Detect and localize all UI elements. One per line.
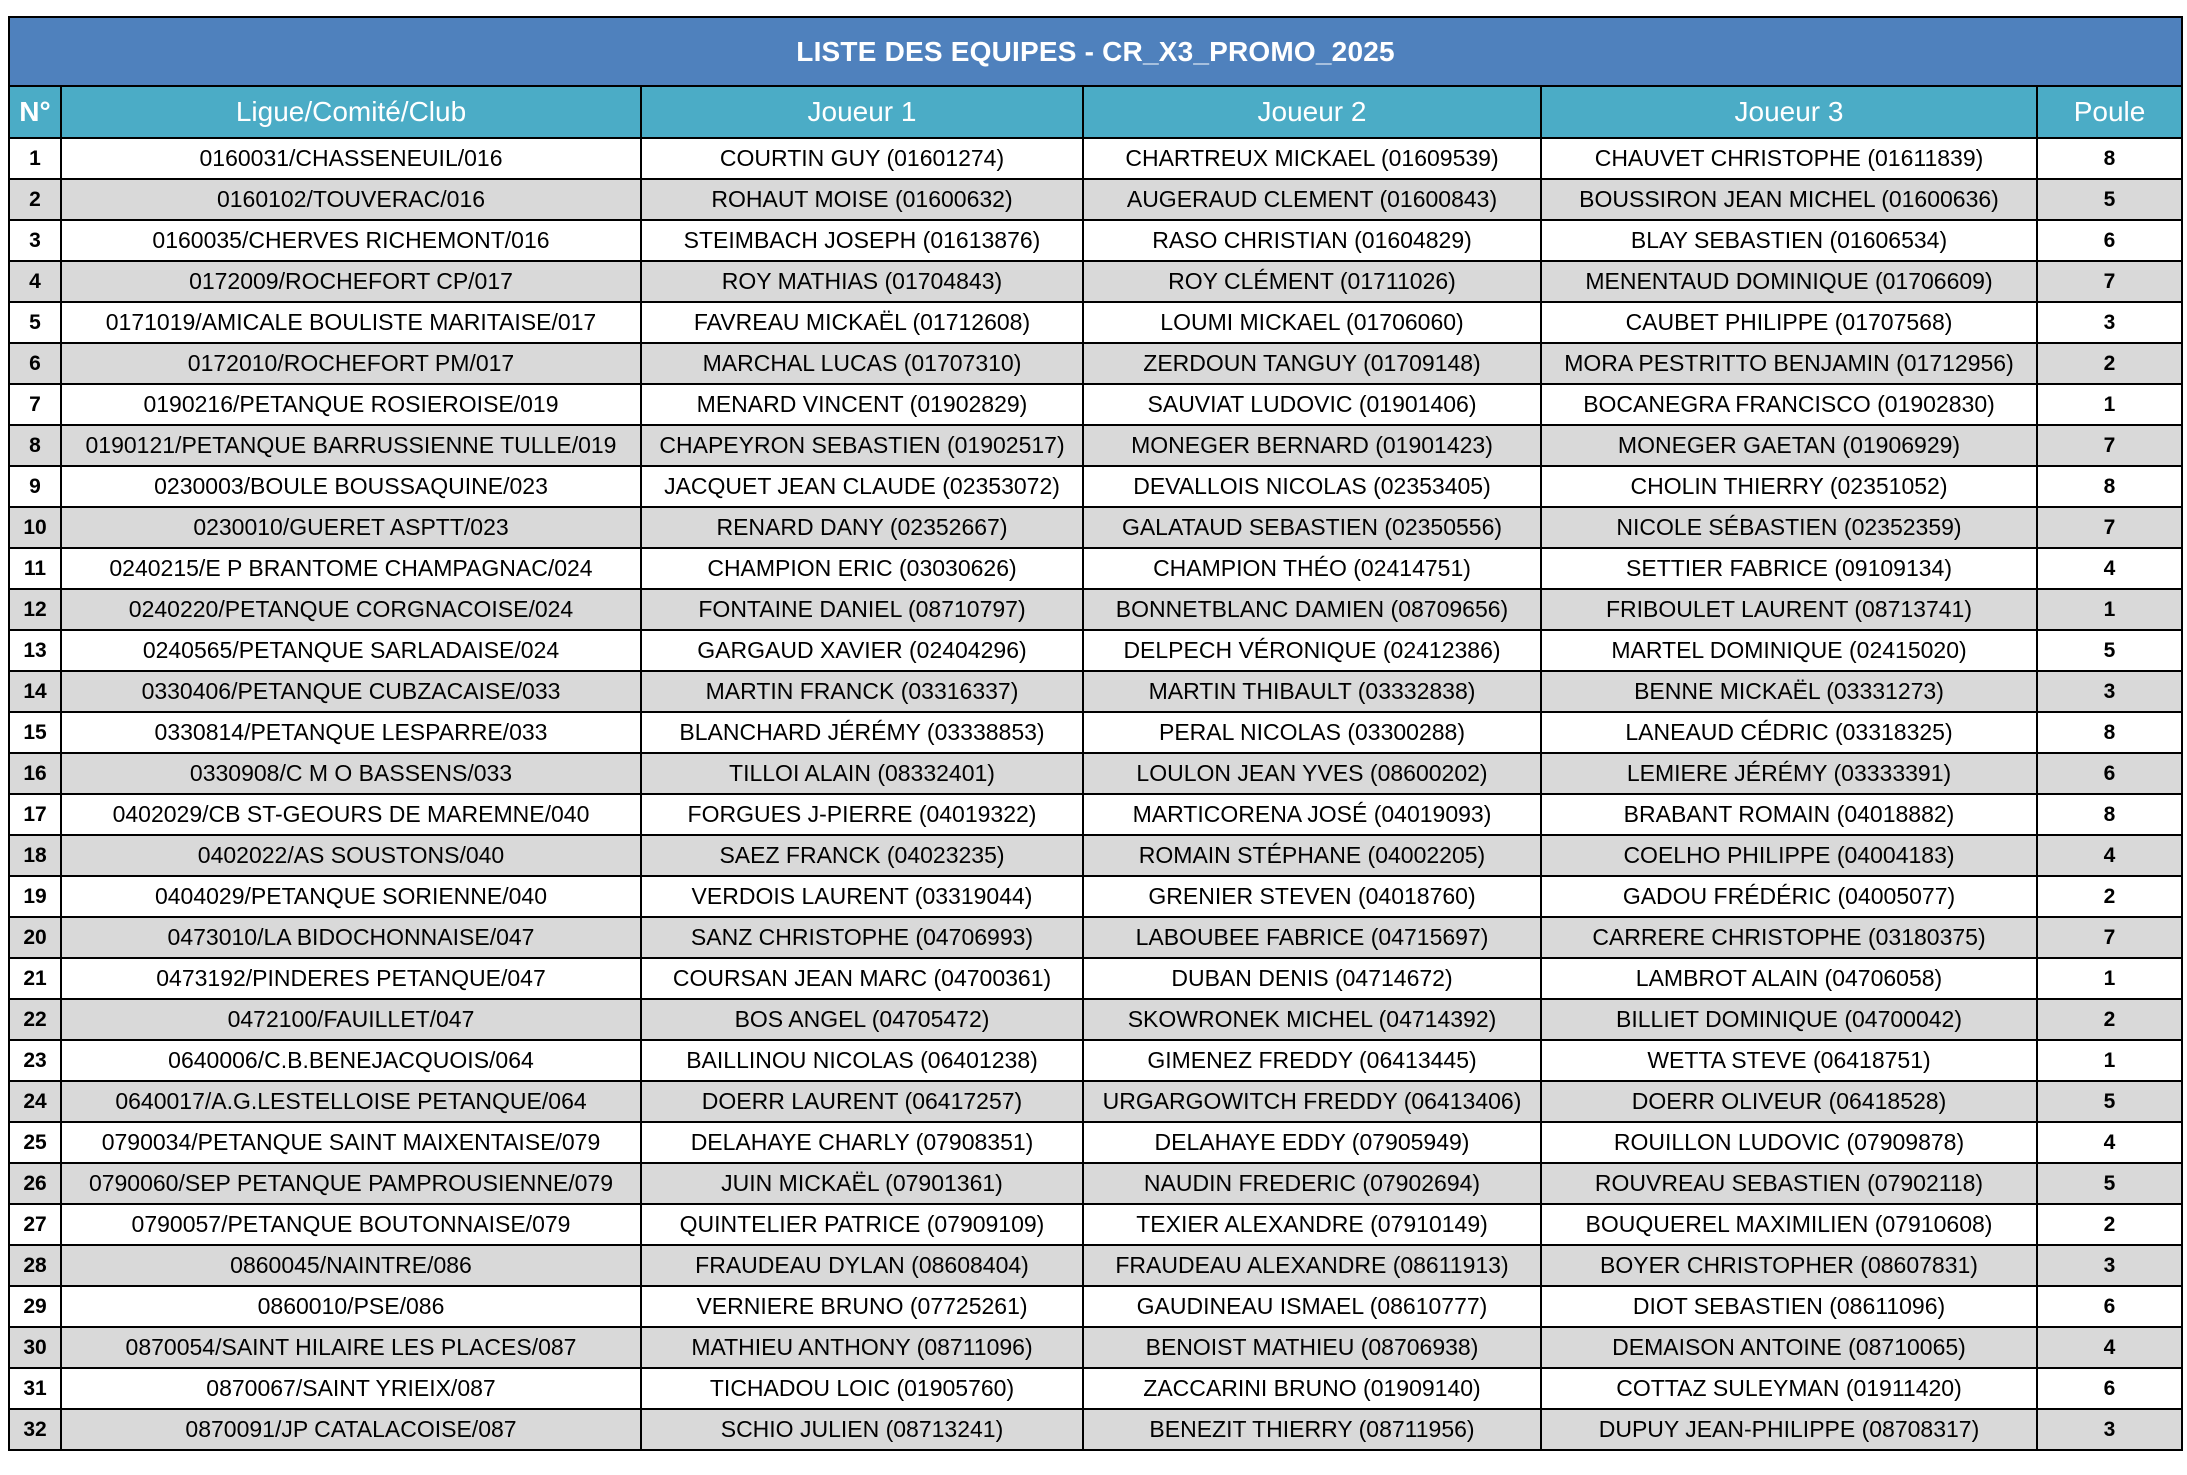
cell-joueur3: DEMAISON ANTOINE (08710065) xyxy=(1541,1327,2037,1368)
cell-joueur2: BONNETBLANC DAMIEN (08709656) xyxy=(1083,589,1541,630)
cell-joueur2: GRENIER STEVEN (04018760) xyxy=(1083,876,1541,917)
cell-joueur2: DELPECH VÉRONIQUE (02412386) xyxy=(1083,630,1541,671)
cell-joueur2: RASO CHRISTIAN (01604829) xyxy=(1083,220,1541,261)
cell-joueur1: VERDOIS LAURENT (03319044) xyxy=(641,876,1083,917)
table-row xyxy=(9,507,2182,548)
cell-poule: 8 xyxy=(2037,794,2182,835)
cell-num: 28 xyxy=(9,1245,61,1286)
cell-num: 25 xyxy=(9,1122,61,1163)
cell-joueur3: CAUBET PHILIPPE (01707568) xyxy=(1541,302,2037,343)
cell-poule: 8 xyxy=(2037,466,2182,507)
cell-poule: 7 xyxy=(2037,261,2182,302)
cell-poule: 8 xyxy=(2037,138,2182,179)
cell-num: 29 xyxy=(9,1286,61,1327)
cell-poule: 7 xyxy=(2037,917,2182,958)
cell-num: 24 xyxy=(9,1081,61,1122)
cell-joueur2: DUBAN DENIS (04714672) xyxy=(1083,958,1541,999)
header-row xyxy=(9,86,2182,138)
cell-num: 15 xyxy=(9,712,61,753)
cell-joueur1: ROY MATHIAS (01704843) xyxy=(641,261,1083,302)
table-row xyxy=(9,1327,2182,1368)
cell-poule: 1 xyxy=(2037,384,2182,425)
cell-joueur2: LABOUBEE FABRICE (04715697) xyxy=(1083,917,1541,958)
cell-club: 0240220/PETANQUE CORGNACOISE/024 xyxy=(61,589,641,630)
cell-joueur3: CHOLIN THIERRY (02351052) xyxy=(1541,466,2037,507)
cell-joueur3: LAMBROT ALAIN (04706058) xyxy=(1541,958,2037,999)
cell-club: 0330814/PETANQUE LESPARRE/033 xyxy=(61,712,641,753)
cell-poule: 4 xyxy=(2037,835,2182,876)
cell-club: 0240215/E P BRANTOME CHAMPAGNAC/024 xyxy=(61,548,641,589)
cell-poule: 7 xyxy=(2037,425,2182,466)
cell-joueur1: TILLOI ALAIN (08332401) xyxy=(641,753,1083,794)
cell-num: 13 xyxy=(9,630,61,671)
cell-poule: 6 xyxy=(2037,1368,2182,1409)
cell-club: 0171019/AMICALE BOULISTE MARITAISE/017 xyxy=(61,302,641,343)
cell-joueur3: ROUVREAU SEBASTIEN (07902118) xyxy=(1541,1163,2037,1204)
cell-joueur1: BAILLINOU NICOLAS (06401238) xyxy=(641,1040,1083,1081)
cell-poule: 5 xyxy=(2037,1163,2182,1204)
cell-joueur3: MENENTAUD DOMINIQUE (01706609) xyxy=(1541,261,2037,302)
table-row xyxy=(9,138,2182,179)
cell-num: 2 xyxy=(9,179,61,220)
cell-joueur2: SAUVIAT LUDOVIC (01901406) xyxy=(1083,384,1541,425)
table-row xyxy=(9,220,2182,261)
cell-joueur1: MARTIN FRANCK (03316337) xyxy=(641,671,1083,712)
cell-num: 7 xyxy=(9,384,61,425)
cell-club: 0860045/NAINTRE/086 xyxy=(61,1245,641,1286)
sheet-title: LISTE DES EQUIPES - CR_X3_PROMO_2025 xyxy=(9,17,2182,86)
cell-joueur3: COELHO PHILIPPE (04004183) xyxy=(1541,835,2037,876)
cell-joueur3: ROUILLON LUDOVIC (07909878) xyxy=(1541,1122,2037,1163)
cell-joueur2: ZACCARINI BRUNO (01909140) xyxy=(1083,1368,1541,1409)
cell-poule: 2 xyxy=(2037,343,2182,384)
cell-num: 14 xyxy=(9,671,61,712)
cell-joueur3: BOCANEGRA FRANCISCO (01902830) xyxy=(1541,384,2037,425)
cell-poule: 5 xyxy=(2037,179,2182,220)
cell-club: 0870054/SAINT HILAIRE LES PLACES/087 xyxy=(61,1327,641,1368)
header-joueur2: Joueur 2 xyxy=(1083,86,1541,138)
table-row xyxy=(9,1409,2182,1450)
cell-joueur1: FORGUES J-PIERRE (04019322) xyxy=(641,794,1083,835)
cell-joueur3: MONEGER GAETAN (01906929) xyxy=(1541,425,2037,466)
table-row xyxy=(9,958,2182,999)
cell-joueur2: CHAMPION THÉO (02414751) xyxy=(1083,548,1541,589)
cell-club: 0870067/SAINT YRIEIX/087 xyxy=(61,1368,641,1409)
cell-poule: 1 xyxy=(2037,589,2182,630)
cell-joueur2: MONEGER BERNARD (01901423) xyxy=(1083,425,1541,466)
cell-joueur1: DOERR LAURENT (06417257) xyxy=(641,1081,1083,1122)
cell-club: 0404029/PETANQUE SORIENNE/040 xyxy=(61,876,641,917)
cell-poule: 4 xyxy=(2037,1122,2182,1163)
table-row xyxy=(9,1286,2182,1327)
cell-joueur2: PERAL NICOLAS (03300288) xyxy=(1083,712,1541,753)
cell-joueur1: QUINTELIER PATRICE (07909109) xyxy=(641,1204,1083,1245)
cell-num: 9 xyxy=(9,466,61,507)
cell-num: 11 xyxy=(9,548,61,589)
cell-joueur1: CHAPEYRON SEBASTIEN (01902517) xyxy=(641,425,1083,466)
cell-poule: 3 xyxy=(2037,1409,2182,1450)
table-row xyxy=(9,179,2182,220)
cell-joueur2: MARTICORENA JOSÉ (04019093) xyxy=(1083,794,1541,835)
cell-club: 0190216/PETANQUE ROSIEROISE/019 xyxy=(61,384,641,425)
cell-joueur1: RENARD DANY (02352667) xyxy=(641,507,1083,548)
cell-club: 0160035/CHERVES RICHEMONT/016 xyxy=(61,220,641,261)
table-row xyxy=(9,384,2182,425)
table-row xyxy=(9,671,2182,712)
cell-num: 3 xyxy=(9,220,61,261)
cell-num: 32 xyxy=(9,1409,61,1450)
cell-joueur3: CARRERE CHRISTOPHE (03180375) xyxy=(1541,917,2037,958)
cell-poule: 7 xyxy=(2037,507,2182,548)
cell-joueur1: FAVREAU MICKAËL (01712608) xyxy=(641,302,1083,343)
cell-joueur3: WETTA STEVE (06418751) xyxy=(1541,1040,2037,1081)
table-row xyxy=(9,589,2182,630)
cell-club: 0402029/CB ST-GEOURS DE MAREMNE/040 xyxy=(61,794,641,835)
cell-joueur2: ROY CLÉMENT (01711026) xyxy=(1083,261,1541,302)
cell-joueur2: FRAUDEAU ALEXANDRE (08611913) xyxy=(1083,1245,1541,1286)
cell-joueur2: GALATAUD SEBASTIEN (02350556) xyxy=(1083,507,1541,548)
cell-club: 0190121/PETANQUE BARRUSSIENNE TULLE/019 xyxy=(61,425,641,466)
cell-club: 0172009/ROCHEFORT CP/017 xyxy=(61,261,641,302)
cell-num: 4 xyxy=(9,261,61,302)
cell-joueur1: SANZ CHRISTOPHE (04706993) xyxy=(641,917,1083,958)
cell-club: 0230010/GUERET ASPTT/023 xyxy=(61,507,641,548)
cell-club: 0172010/ROCHEFORT PM/017 xyxy=(61,343,641,384)
cell-poule: 5 xyxy=(2037,1081,2182,1122)
cell-poule: 3 xyxy=(2037,1245,2182,1286)
table-row xyxy=(9,1163,2182,1204)
cell-joueur3: BRABANT ROMAIN (04018882) xyxy=(1541,794,2037,835)
cell-poule: 8 xyxy=(2037,712,2182,753)
cell-club: 0160102/TOUVERAC/016 xyxy=(61,179,641,220)
cell-poule: 3 xyxy=(2037,671,2182,712)
cell-num: 20 xyxy=(9,917,61,958)
header-poule: Poule xyxy=(2037,86,2182,138)
cell-joueur1: MARCHAL LUCAS (01707310) xyxy=(641,343,1083,384)
cell-num: 26 xyxy=(9,1163,61,1204)
cell-joueur2: BENOIST MATHIEU (08706938) xyxy=(1083,1327,1541,1368)
cell-joueur3: DUPUY JEAN-PHILIPPE (08708317) xyxy=(1541,1409,2037,1450)
cell-num: 22 xyxy=(9,999,61,1040)
cell-num: 17 xyxy=(9,794,61,835)
title-row xyxy=(9,17,2182,86)
table-row xyxy=(9,876,2182,917)
header-num: N° xyxy=(9,86,61,138)
cell-joueur2: BENEZIT THIERRY (08711956) xyxy=(1083,1409,1541,1450)
cell-poule: 5 xyxy=(2037,630,2182,671)
cell-joueur3: COTTAZ SULEYMAN (01911420) xyxy=(1541,1368,2037,1409)
table-row xyxy=(9,548,2182,589)
cell-joueur1: BLANCHARD JÉRÉMY (03338853) xyxy=(641,712,1083,753)
table-row xyxy=(9,343,2182,384)
cell-num: 1 xyxy=(9,138,61,179)
cell-club: 0473010/LA BIDOCHONNAISE/047 xyxy=(61,917,641,958)
cell-joueur1: MENARD VINCENT (01902829) xyxy=(641,384,1083,425)
cell-club: 0240565/PETANQUE SARLADAISE/024 xyxy=(61,630,641,671)
cell-joueur2: NAUDIN FREDERIC (07902694) xyxy=(1083,1163,1541,1204)
cell-num: 27 xyxy=(9,1204,61,1245)
cell-joueur1: GARGAUD XAVIER (02404296) xyxy=(641,630,1083,671)
cell-club: 0790057/PETANQUE BOUTONNAISE/079 xyxy=(61,1204,641,1245)
cell-joueur2: URGARGOWITCH FREDDY (06413406) xyxy=(1083,1081,1541,1122)
cell-joueur1: BOS ANGEL (04705472) xyxy=(641,999,1083,1040)
cell-club: 0330406/PETANQUE CUBZACAISE/033 xyxy=(61,671,641,712)
cell-num: 31 xyxy=(9,1368,61,1409)
cell-club: 0790034/PETANQUE SAINT MAIXENTAISE/079 xyxy=(61,1122,641,1163)
cell-poule: 6 xyxy=(2037,220,2182,261)
cell-club: 0640006/C.B.BENEJACQUOIS/064 xyxy=(61,1040,641,1081)
cell-joueur1: FONTAINE DANIEL (08710797) xyxy=(641,589,1083,630)
cell-poule: 1 xyxy=(2037,958,2182,999)
table-row xyxy=(9,466,2182,507)
cell-num: 16 xyxy=(9,753,61,794)
cell-joueur3: MORA PESTRITTO BENJAMIN (01712956) xyxy=(1541,343,2037,384)
cell-joueur1: FRAUDEAU DYLAN (08608404) xyxy=(641,1245,1083,1286)
cell-joueur2: AUGERAUD CLEMENT (01600843) xyxy=(1083,179,1541,220)
table-row xyxy=(9,1368,2182,1409)
table-row xyxy=(9,1040,2182,1081)
cell-joueur3: BLAY SEBASTIEN (01606534) xyxy=(1541,220,2037,261)
cell-num: 21 xyxy=(9,958,61,999)
table-row xyxy=(9,917,2182,958)
table-row xyxy=(9,753,2182,794)
cell-joueur1: JUIN MICKAËL (07901361) xyxy=(641,1163,1083,1204)
cell-joueur2: DEVALLOIS NICOLAS (02353405) xyxy=(1083,466,1541,507)
header-club: Ligue/Comité/Club xyxy=(61,86,641,138)
cell-joueur1: SCHIO JULIEN (08713241) xyxy=(641,1409,1083,1450)
cell-joueur1: MATHIEU ANTHONY (08711096) xyxy=(641,1327,1083,1368)
cell-joueur2: TEXIER ALEXANDRE (07910149) xyxy=(1083,1204,1541,1245)
cell-joueur2: LOUMI MICKAEL (01706060) xyxy=(1083,302,1541,343)
cell-club: 0870091/JP CATALACOISE/087 xyxy=(61,1409,641,1450)
cell-joueur2: LOULON JEAN YVES (08600202) xyxy=(1083,753,1541,794)
cell-poule: 1 xyxy=(2037,1040,2182,1081)
cell-num: 19 xyxy=(9,876,61,917)
cell-joueur1: SAEZ FRANCK (04023235) xyxy=(641,835,1083,876)
cell-club: 0472100/FAUILLET/047 xyxy=(61,999,641,1040)
cell-joueur2: ZERDOUN TANGUY (01709148) xyxy=(1083,343,1541,384)
cell-joueur3: FRIBOULET LAURENT (08713741) xyxy=(1541,589,2037,630)
table-row xyxy=(9,794,2182,835)
table-row xyxy=(9,1204,2182,1245)
cell-num: 18 xyxy=(9,835,61,876)
cell-num: 12 xyxy=(9,589,61,630)
cell-poule: 2 xyxy=(2037,999,2182,1040)
cell-joueur2: SKOWRONEK MICHEL (04714392) xyxy=(1083,999,1541,1040)
cell-num: 8 xyxy=(9,425,61,466)
cell-joueur1: VERNIERE BRUNO (07725261) xyxy=(641,1286,1083,1327)
cell-joueur1: DELAHAYE CHARLY (07908351) xyxy=(641,1122,1083,1163)
cell-club: 0790060/SEP PETANQUE PAMPROUSIENNE/079 xyxy=(61,1163,641,1204)
cell-poule: 4 xyxy=(2037,1327,2182,1368)
cell-joueur2: ROMAIN STÉPHANE (04002205) xyxy=(1083,835,1541,876)
cell-club: 0230003/BOULE BOUSSAQUINE/023 xyxy=(61,466,641,507)
cell-joueur3: BOYER CHRISTOPHER (08607831) xyxy=(1541,1245,2037,1286)
cell-num: 10 xyxy=(9,507,61,548)
cell-poule: 3 xyxy=(2037,302,2182,343)
cell-joueur3: GADOU FRÉDÉRIC (04005077) xyxy=(1541,876,2037,917)
cell-joueur1: CHAMPION ERIC (03030626) xyxy=(641,548,1083,589)
cell-poule: 4 xyxy=(2037,548,2182,589)
cell-joueur1: STEIMBACH JOSEPH (01613876) xyxy=(641,220,1083,261)
cell-poule: 2 xyxy=(2037,876,2182,917)
cell-joueur2: MARTIN THIBAULT (03332838) xyxy=(1083,671,1541,712)
cell-joueur3: LEMIERE JÉRÉMY (03333391) xyxy=(1541,753,2037,794)
cell-joueur1: TICHADOU LOIC (01905760) xyxy=(641,1368,1083,1409)
cell-joueur2: GAUDINEAU ISMAEL (08610777) xyxy=(1083,1286,1541,1327)
table-row xyxy=(9,835,2182,876)
cell-joueur3: BOUQUEREL MAXIMILIEN (07910608) xyxy=(1541,1204,2037,1245)
table-row xyxy=(9,1122,2182,1163)
teams-table xyxy=(8,16,2183,1451)
cell-joueur3: NICOLE SÉBASTIEN (02352359) xyxy=(1541,507,2037,548)
cell-joueur3: DOERR OLIVEUR (06418528) xyxy=(1541,1081,2037,1122)
cell-joueur3: BOUSSIRON JEAN MICHEL (01600636) xyxy=(1541,179,2037,220)
cell-joueur1: COURTIN GUY (01601274) xyxy=(641,138,1083,179)
cell-joueur3: LANEAUD CÉDRIC (03318325) xyxy=(1541,712,2037,753)
cell-club: 0640017/A.G.LESTELLOISE PETANQUE/064 xyxy=(61,1081,641,1122)
cell-joueur3: MARTEL DOMINIQUE (02415020) xyxy=(1541,630,2037,671)
table-row xyxy=(9,302,2182,343)
cell-club: 0473192/PINDERES PETANQUE/047 xyxy=(61,958,641,999)
cell-joueur1: ROHAUT MOISE (01600632) xyxy=(641,179,1083,220)
header-joueur3: Joueur 3 xyxy=(1541,86,2037,138)
table-row xyxy=(9,712,2182,753)
header-joueur1: Joueur 1 xyxy=(641,86,1083,138)
cell-joueur2: GIMENEZ FREDDY (06413445) xyxy=(1083,1040,1541,1081)
cell-joueur1: COURSAN JEAN MARC (04700361) xyxy=(641,958,1083,999)
cell-num: 6 xyxy=(9,343,61,384)
cell-club: 0330908/C M O BASSENS/033 xyxy=(61,753,641,794)
cell-club: 0860010/PSE/086 xyxy=(61,1286,641,1327)
cell-joueur3: SETTIER FABRICE (09109134) xyxy=(1541,548,2037,589)
cell-joueur1: JACQUET JEAN CLAUDE (02353072) xyxy=(641,466,1083,507)
table-row xyxy=(9,1245,2182,1286)
cell-poule: 6 xyxy=(2037,1286,2182,1327)
cell-num: 23 xyxy=(9,1040,61,1081)
cell-num: 30 xyxy=(9,1327,61,1368)
table-row xyxy=(9,1081,2182,1122)
cell-joueur3: CHAUVET CHRISTOPHE (01611839) xyxy=(1541,138,2037,179)
cell-joueur3: DIOT SEBASTIEN (08611096) xyxy=(1541,1286,2037,1327)
cell-club: 0402022/AS SOUSTONS/040 xyxy=(61,835,641,876)
cell-joueur3: BENNE MICKAËL (03331273) xyxy=(1541,671,2037,712)
cell-joueur2: DELAHAYE EDDY (07905949) xyxy=(1083,1122,1541,1163)
table-row xyxy=(9,261,2182,302)
cell-num: 5 xyxy=(9,302,61,343)
cell-club: 0160031/CHASSENEUIL/016 xyxy=(61,138,641,179)
cell-poule: 6 xyxy=(2037,753,2182,794)
cell-poule: 2 xyxy=(2037,1204,2182,1245)
table-row xyxy=(9,999,2182,1040)
cell-joueur3: BILLIET DOMINIQUE (04700042) xyxy=(1541,999,2037,1040)
table-body xyxy=(9,138,2182,1450)
cell-joueur2: CHARTREUX MICKAEL (01609539) xyxy=(1083,138,1541,179)
table-row xyxy=(9,425,2182,466)
table-row xyxy=(9,630,2182,671)
